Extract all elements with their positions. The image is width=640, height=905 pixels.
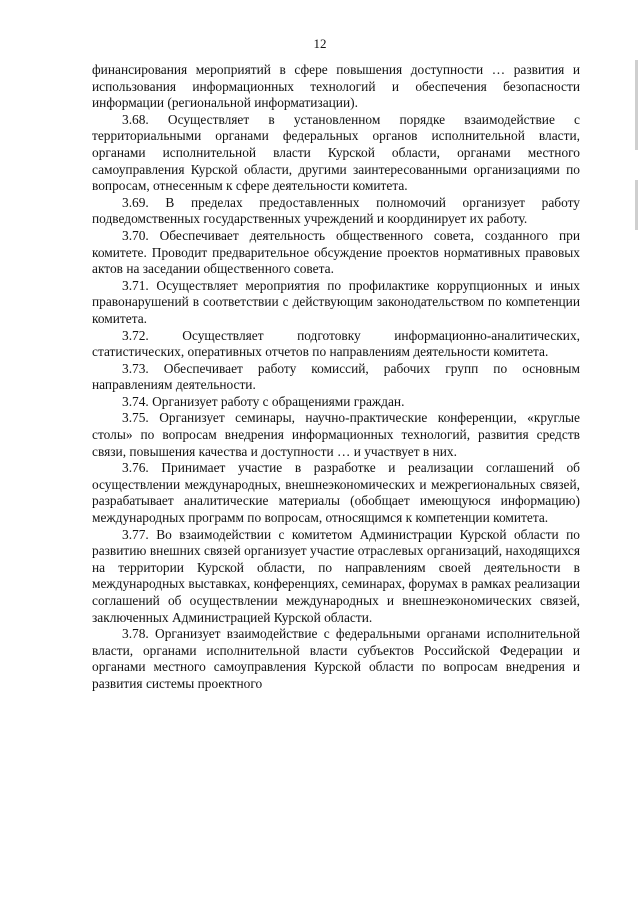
scan-edge-mark [635, 180, 638, 230]
document-body [92, 62, 580, 693]
page-number: 12 [313, 36, 327, 51]
paragraph-3-69: 3.69. В пределах предоставленных полномочий организует работу подведомственных государственных учреждений и координирует их работу. [92, 194, 580, 227]
paragraph-3-78: 3.78. Организует взаимодействие с федеральными органами исполнительной власти, органами исполнительной власти субъектов Российской Федерации и органами местного самоуправления Курской области по вопросам внедрения и развития системы проектного [92, 626, 580, 691]
paragraph-3-77: 3.77. Во взаимодействии с комитетом Администрации Курской области по развитию внешних связей организует участие отраслевых организаций, находящихся на территории Курской области, по направлениям своей деятельности в международных выставках, конференциях, семинарах, форумах в рамках реализации соглашений об осуществлении международных и внешнеэкономических связей, заключенных Администрацией Курской области. [92, 526, 580, 625]
paragraph-3-70: 3.70. Обеспечивает деятельность общественного совета, созданного при комитете. Проводит предварительное обсуждение проектов нормативных правовых актов на заседании общественного совета. [92, 227, 580, 277]
paragraph-3-75: 3.75. Организует семинары, научно-практические конференции, «круглые столы» по вопросам внедрения информационных технологий, развития средств связи, повышения качества и доступности … и участвует в них. [92, 410, 580, 459]
paragraph-3-73: 3.73. Обеспечивает работу комиссий, рабочих групп по основным направлениям деятельности. [92, 360, 580, 393]
paragraph-3-72: 3.72. Осуществляет подготовку информационно-аналитических, статистических, оперативных отчетов по направлениям деятельности комитета. [92, 327, 580, 360]
paragraph-3-74: 3.74. Организует работу с обращениями граждан. [122, 393, 405, 409]
paragraph-continued: финансирования мероприятий в сфере повышения доступности … развития и использования информационных технологий и обеспечения безопасности информации (региональной информатизации). [92, 62, 580, 111]
paragraph-3-76: 3.76. Принимает участие в разработке и реализации соглашений об осуществлении международных, внешнеэкономических и межрегиональных связей, разрабатывает аналитические материалы (обобщает имеющуюся информацию) международных программ по вопросам, относящимся к компетенции комитета. [92, 460, 580, 526]
scan-edge-mark [635, 60, 638, 150]
paragraph-3-68: 3.68. Осуществляет в установленном порядке взаимодействие с территориальными органами федеральных органов исполнительной власти, органами исполнительной власти Курской области, органами местного самоуправления Курской области, другими заинтересованными организациями по вопросам, отнесенным к сфере деятельности комитета. [92, 111, 580, 194]
paragraph-3-71: 3.71. Осуществляет мероприятия по профилактике коррупционных и иных правонарушений в соответствии с действующим законодательством по компетенции комитета. [92, 277, 580, 326]
